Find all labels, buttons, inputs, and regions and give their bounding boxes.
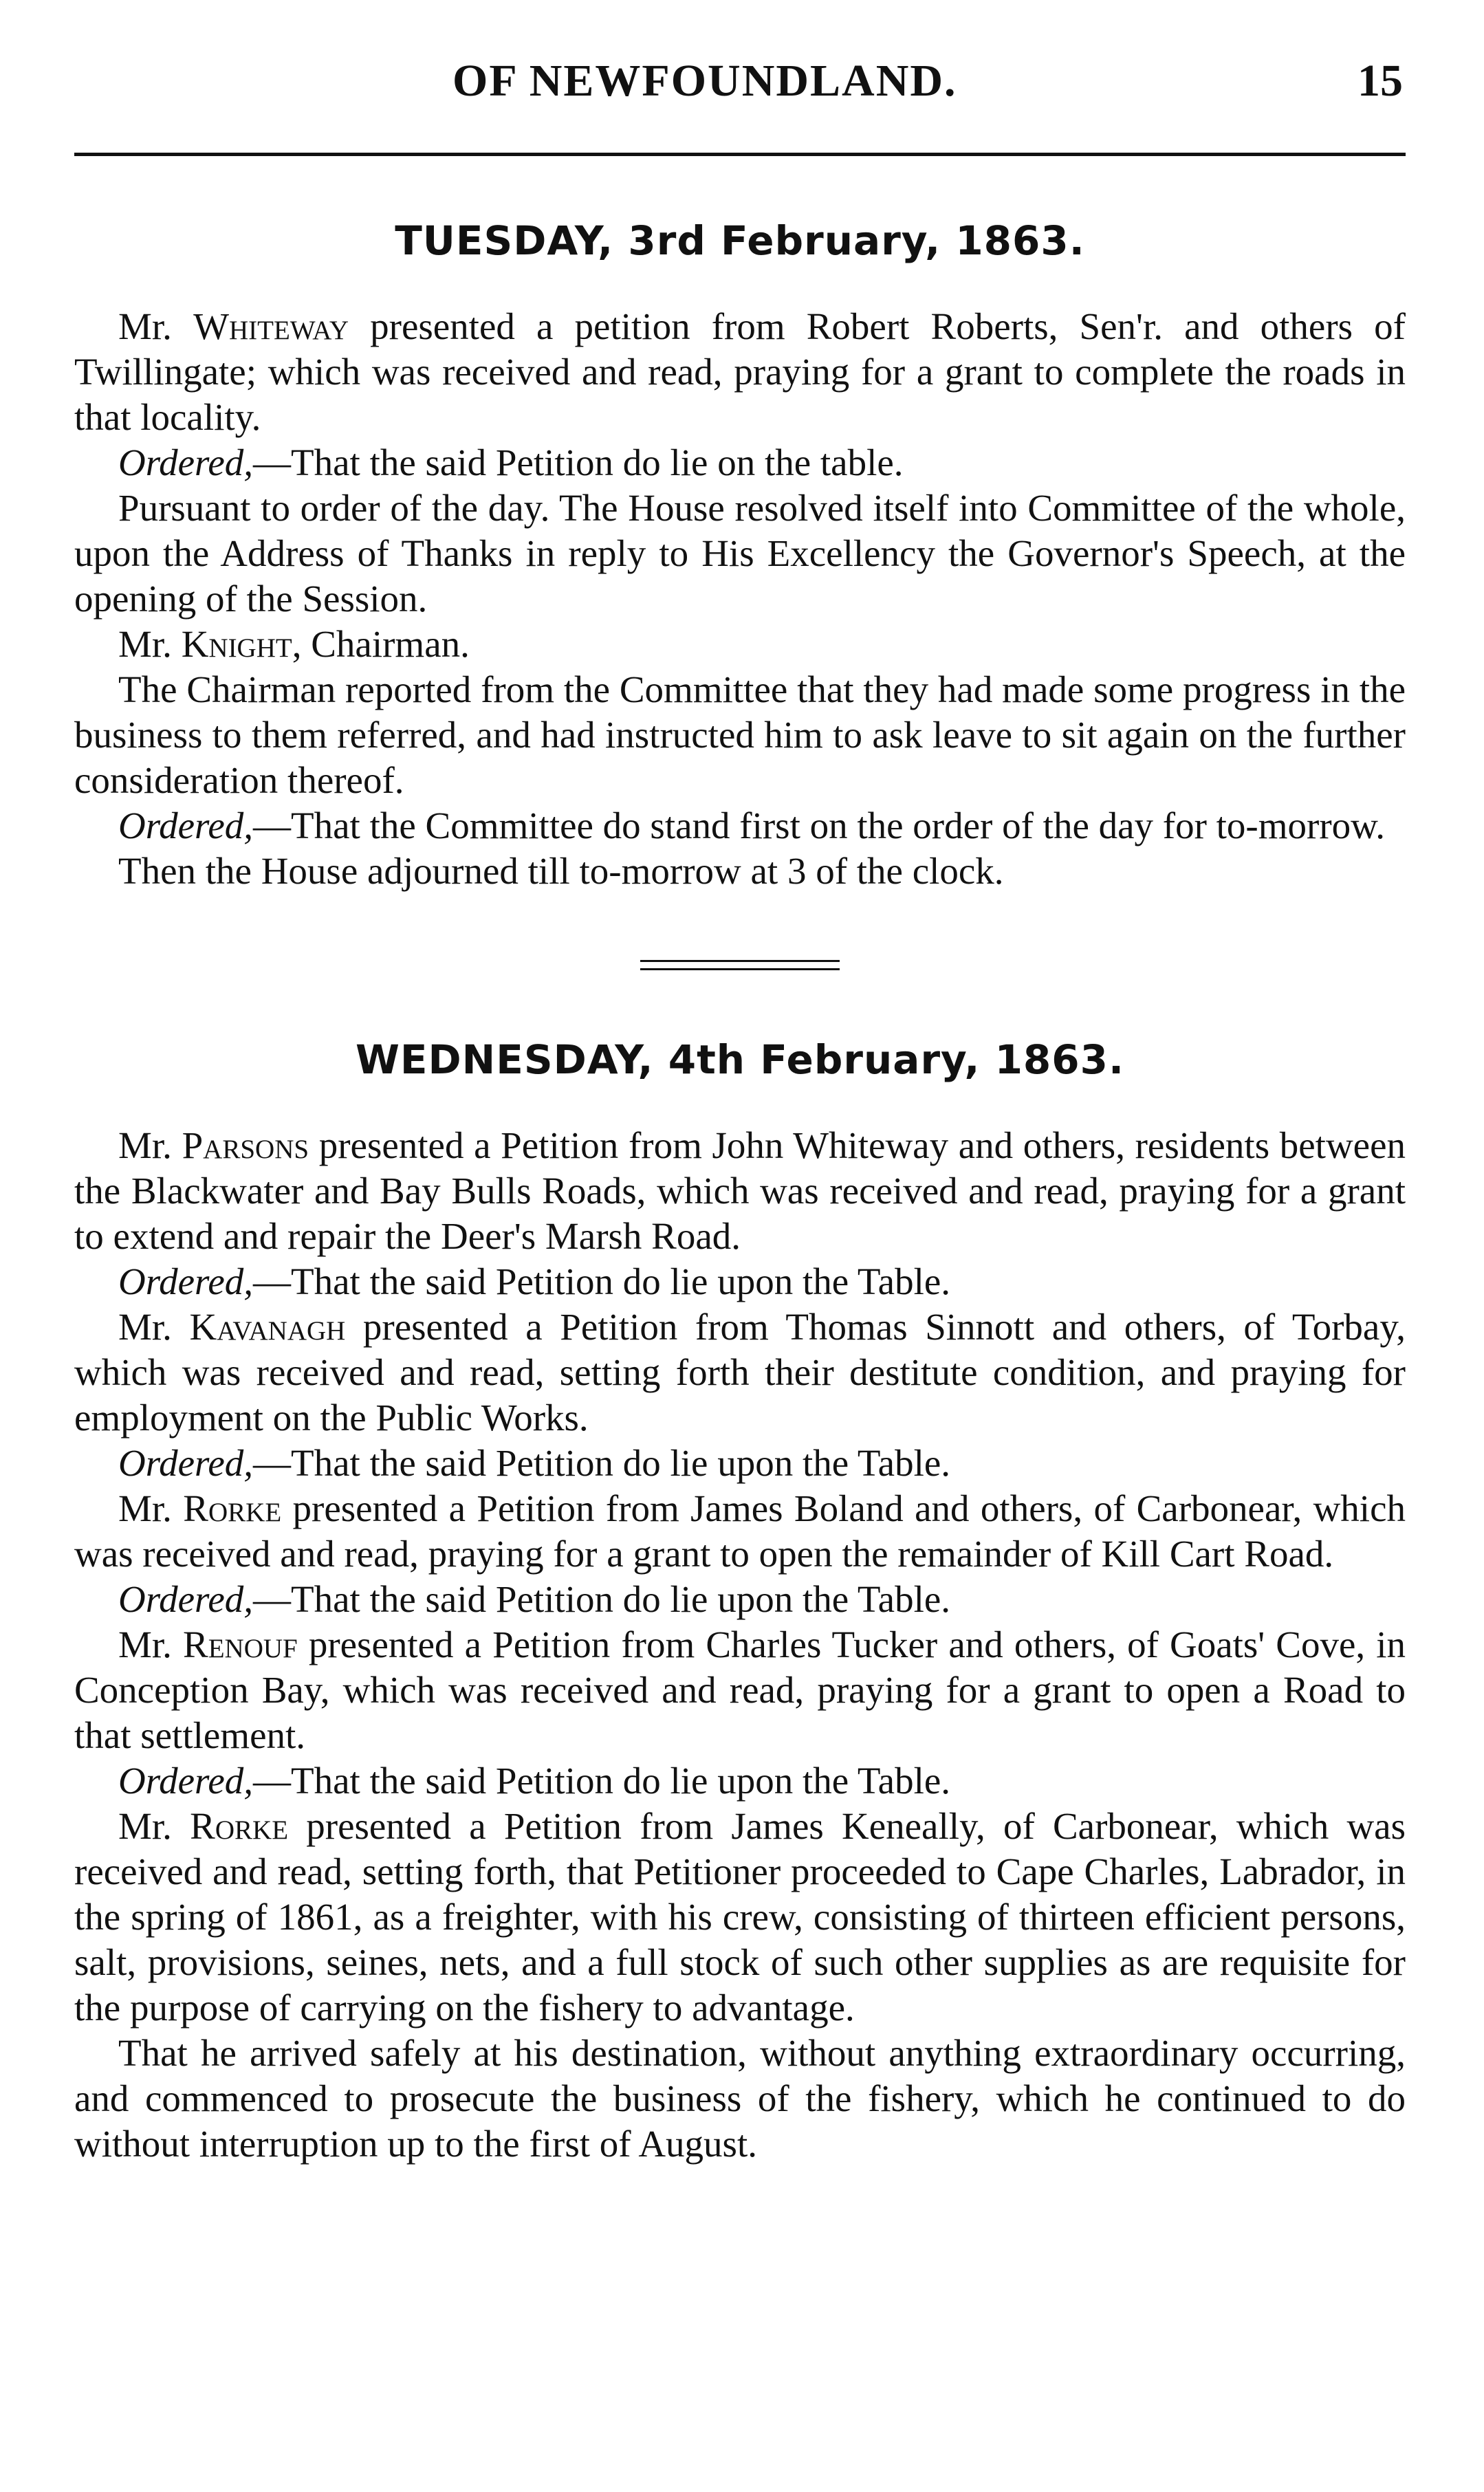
paragraph: Mr. Renouf presented a Petition from Charles Tucker and others, of Goats' Cove, in Conception Bay, which was received and read, praying for a grant to open a Road to that settlement. [74, 1624, 1406, 1756]
member-name: Kavanagh [189, 1306, 346, 1348]
day-heading-tuesday: TUESDAY, 3rd February, 1863. [395, 217, 1085, 264]
paragraph: The Chairman reported from the Committee that they had made some progress in the business to them referred, and had instructed him to ask leave to sit again on the further consideration thereof. [74, 668, 1406, 801]
member-name: Renouf [183, 1624, 298, 1665]
order-paragraph: Ordered,—That the said Petition do lie upon the Table. [118, 1578, 951, 1620]
running-header [0, 43, 1484, 118]
page-number: 15 [1357, 56, 1403, 106]
section-separator [640, 960, 840, 970]
member-name: Whiteway [193, 305, 349, 347]
ordered-word: Ordered, [118, 1260, 254, 1302]
ordered-word: Ordered, [118, 441, 254, 483]
order-paragraph: Ordered,—That the said Petition do lie upon the Table. [118, 1760, 951, 1802]
paragraph: Mr. Rorke presented a Petition from James Keneally, of Carbonear, which was received and read, setting forth, that Petitioner proceeded to Cape Charles, Labrador, in the spring of 1861, as a freighter, with his crew, consisting of thirteen efficient persons, salt, provisions, seines, nets, and a full stock of such other supplies as are requisite for the purpose of carrying on the fishery to advantage. [74, 1805, 1406, 2029]
page-body [74, 186, 1406, 2167]
order-paragraph: Ordered,—That the said Petition do lie upon the Table. [118, 1260, 951, 1302]
ordered-word: Ordered, [118, 805, 254, 846]
day-heading-wednesday: WEDNESDAY, 4th February, 1863. [355, 1036, 1125, 1083]
paragraph: Mr. Whiteway presented a petition from Robert Roberts, Sen'r. and others of Twillingate; which was received and read, praying for a grant to complete the roads in that locality. [74, 305, 1406, 438]
paragraph: That he arrived safely at his destination, without anything extraordinary occurring, and commenced to prosecute the business of the fishery, which he continued to do without interruption up to the first of August. [74, 2032, 1406, 2165]
member-name: Parsons [182, 1124, 309, 1166]
member-name: Rorke [190, 1805, 289, 1847]
order-paragraph: Ordered,—That the said Petition do lie upon the Table. [118, 1442, 951, 1484]
member-name: Rorke [183, 1487, 282, 1529]
ordered-word: Ordered, [118, 1578, 254, 1620]
ordered-word: Ordered, [118, 1442, 254, 1484]
paragraph: Mr. Kavanagh presented a Petition from Thomas Sinnott and others, of Torbay, which was received and read, setting forth their destitute condition, and praying for employment on the Public Works. [74, 1306, 1406, 1439]
member-name: Knight [181, 623, 292, 665]
paragraph: Mr. Rorke presented a Petition from James Boland and others, of Carbonear, which was received and read, praying for a grant to open the remainder of Kill Cart Road. [74, 1487, 1406, 1575]
paragraph: Mr. Knight, Chairman. [118, 623, 470, 665]
ordered-word: Ordered, [118, 1760, 254, 1802]
paragraph: Mr. Parsons presented a Petition from John Whiteway and others, residents between the Blackwater and Bay Bulls Roads, which was received and read, praying for a grant to extend and repair the Deer's Marsh Road. [74, 1124, 1406, 1257]
header-rule [74, 153, 1406, 156]
running-title: OF NEWFOUNDLAND. [452, 56, 957, 106]
paragraph: Pursuant to order of the day. The House resolved itself into Committee of the whole, upon the Address of Thanks in reply to His Excellency the Governor's Speech, at the opening of the Session. [74, 487, 1406, 620]
paragraph: Then the House adjourned till to-morrow at 3 of the clock. [118, 850, 1004, 892]
order-paragraph: Ordered,—That the Committee do stand first on the order of the day for to-morrow. [118, 805, 1386, 846]
order-paragraph: Ordered,—That the said Petition do lie on the table. [118, 441, 904, 483]
